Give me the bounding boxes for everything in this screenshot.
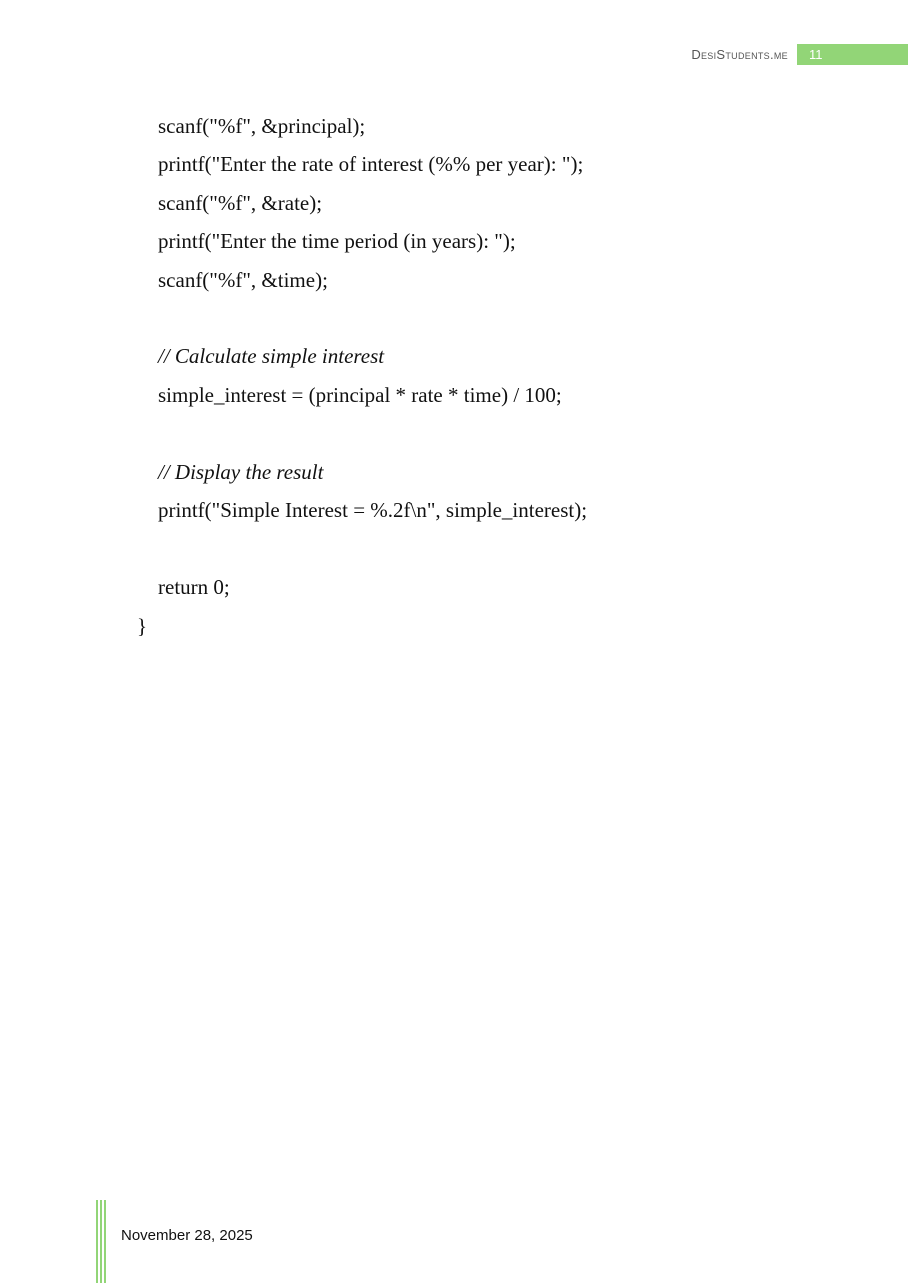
code-line: scanf("%f", &rate);: [158, 191, 323, 215]
code-comment: // Calculate simple interest: [158, 344, 385, 368]
code-comment: // Display the result: [158, 460, 324, 484]
header-site-name: DesiStudents.me: [691, 47, 788, 62]
footer-date: November 28, 2025: [121, 1227, 253, 1244]
code-line: scanf("%f", &time);: [158, 268, 328, 292]
code-closing-brace: }: [137, 614, 148, 638]
code-line: printf("Enter the time period (in years): ");: [158, 229, 516, 253]
code-line: return 0;: [158, 575, 230, 599]
page-number: 11: [809, 47, 823, 62]
code-line: simple_interest = (principal * rate * time) / 100;: [158, 383, 562, 407]
footer-accent-bars: [96, 1200, 110, 1283]
page-number-badge: [797, 44, 908, 65]
code-line: scanf("%f", &principal);: [158, 114, 366, 138]
code-line: printf("Simple Interest = %.2f\n", simple_interest);: [158, 498, 588, 522]
code-line: printf("Enter the rate of interest (%% per year): ");: [158, 152, 584, 176]
